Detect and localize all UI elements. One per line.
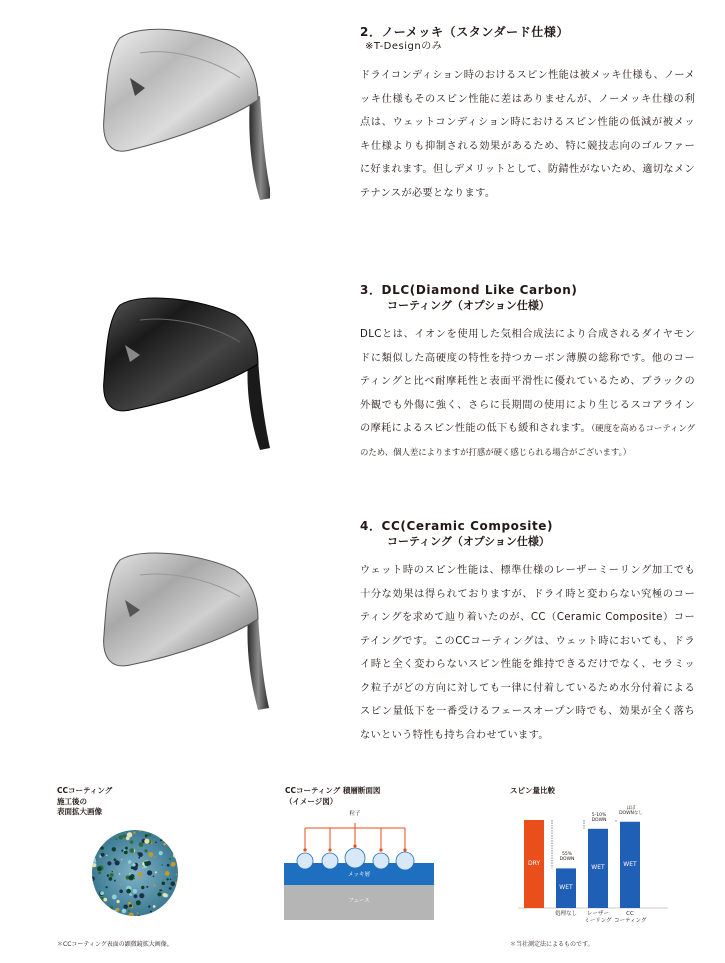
microscope-particle xyxy=(148,906,150,908)
microscope-particle xyxy=(129,873,131,875)
microscope-particle xyxy=(110,873,114,877)
spin-x-label: 処理なし xyxy=(554,911,577,917)
microscope-particle xyxy=(163,893,167,897)
microscope-particle xyxy=(146,886,148,888)
microscope-particle xyxy=(139,829,142,832)
section-body xyxy=(360,323,695,464)
microscope-particle xyxy=(148,852,153,857)
club-image-no-plating xyxy=(100,18,270,208)
microscope-particle xyxy=(116,917,117,918)
panel1-caption: CCコーティング 施工後の 表面拡大画像 xyxy=(57,786,113,816)
microscope-particle xyxy=(112,847,116,851)
microscope-particle xyxy=(145,861,150,866)
spin-chart xyxy=(518,805,668,928)
microscope-particle xyxy=(114,880,116,882)
microscope-particle xyxy=(133,889,138,894)
microscope-particle xyxy=(132,863,135,866)
microscope-particle xyxy=(129,904,132,907)
microscope-particle xyxy=(177,843,179,845)
microscope-particle xyxy=(157,892,161,896)
microscope-particle xyxy=(90,877,94,881)
microscope-particle xyxy=(121,859,123,861)
microscope-particle xyxy=(129,893,132,896)
section-body: ドライコンディション時のおけるスピン性能は被メッキ仕様も、ノーメッキ仕様もそのスピン性能に差はありませんが、ノーメッキ仕様の利点は、ウェットコンディション時におけるスピン性能の低減が被メッキ仕様よりも抑制される効果があるため、特に競技志向のゴルファーに好まれます。但しデメリットとして、防錆性がないため、適切なメンテナンスが必要となります。 xyxy=(360,70,695,199)
club-image-dlc xyxy=(100,290,275,455)
microscope-particle xyxy=(91,896,97,902)
microscope-particle xyxy=(167,864,170,867)
microscope-particle xyxy=(90,854,94,858)
microscope-particle xyxy=(119,890,123,894)
panel1-note: ＊CCコーティング表面の顕微鏡拡大画像。 xyxy=(57,941,173,948)
microscope-particle xyxy=(161,890,163,892)
microscope-particle xyxy=(137,912,139,914)
microscope-particle xyxy=(122,909,127,914)
microscope-particle xyxy=(138,857,140,859)
microscope-particle xyxy=(145,836,147,838)
microscope-particle xyxy=(98,871,101,874)
cross-section-diagram xyxy=(283,808,435,927)
microscope-particle xyxy=(170,878,172,880)
microscope-particle xyxy=(97,840,99,842)
microscope-particle xyxy=(155,871,157,873)
microscope-particle xyxy=(153,828,155,830)
microscope-particle xyxy=(104,831,106,833)
microscope-particle xyxy=(128,910,130,912)
section-body: ウェット時のスピン性能は、標準仕様のレーザーミーリング加工でも十分な効果は得られておりますが、ドライ時と変わらない究極のコーティングを求めて辿り着いたのが、CC（Ceramic Composite）コーテイングです。このCCコーティングは、ウェット時においても、ドライ時と全く変わらないスピン性能を維持できるだけでなく、セラミック粒子がどの方向に対しても一律に付着しているため水分付着によるスピン量低下を一番受けるフェースオープン時でも、効果が全く落ちないという特性も持ち合わせています。 xyxy=(360,565,695,741)
microscope-particle xyxy=(138,852,143,857)
microscope-particle xyxy=(93,858,96,861)
microscope-particle xyxy=(162,882,166,886)
microscope-particle xyxy=(124,905,128,909)
microscope-particle xyxy=(171,903,175,907)
microscope-particle xyxy=(121,850,123,852)
spin-bar-label: WET xyxy=(559,884,573,892)
microscope-particle xyxy=(106,855,107,856)
microscope-particle xyxy=(92,863,96,867)
spin-x-label: レーザー ミーリング xyxy=(584,911,612,924)
panel3-caption: スピン量比較 xyxy=(510,786,555,795)
microscope-particle xyxy=(148,833,151,836)
section-title: 2．ノーメッキ（スタンダード仕様） xyxy=(360,25,570,39)
microscope-particle xyxy=(149,828,151,829)
microscope-particle xyxy=(164,912,167,915)
microscope-particle xyxy=(159,851,163,855)
microscope-particle xyxy=(166,878,168,880)
microscope-particle xyxy=(169,858,171,860)
microscope-particle xyxy=(113,914,114,915)
microscope-particle xyxy=(111,912,113,914)
microscope-particle xyxy=(101,853,105,857)
microscope-particle xyxy=(160,829,163,832)
microscope-particle xyxy=(153,876,155,878)
microscope-particle xyxy=(131,866,134,869)
spin-bar-label: WET xyxy=(623,860,637,868)
microscope-particle xyxy=(100,891,104,895)
microscope-particle xyxy=(130,840,133,843)
microscope-particle xyxy=(175,833,180,838)
microscope-particle xyxy=(128,860,132,864)
microscope-particle xyxy=(106,886,108,888)
microscope-particle xyxy=(171,862,176,867)
microscope-particle xyxy=(130,848,135,853)
microscope-particle xyxy=(155,856,156,857)
section-body-text: DLCとは、イオンを使用した気相合成法により合成されるダイヤモンドに類似した高硬度の特性を持つカーボン薄膜の総称です。他のコーティングと比べ耐摩耗性と表面平滑性に優れているため、ブラックの外観でも外傷に強く、さらに長期間の使用により生じるスコアラインの摩耗によるスピン性能の低下も緩和されます。 xyxy=(360,329,695,434)
section-title: 3．DLC(Diamond Like Carbon) xyxy=(360,283,578,297)
microscope-particle xyxy=(90,857,94,861)
microscope-particle xyxy=(98,902,103,907)
microscope-particle xyxy=(109,877,113,881)
microscope-particle xyxy=(177,915,179,917)
microscope-particle xyxy=(136,900,141,905)
microscope-particle xyxy=(117,900,120,903)
microscope-particle xyxy=(97,867,102,872)
microscope-particle xyxy=(148,828,149,829)
face-label: フェース xyxy=(348,898,370,904)
microscope-particle xyxy=(129,877,130,878)
microscope-particle xyxy=(153,905,156,908)
club-image-cc xyxy=(100,545,275,715)
microscope-particle xyxy=(174,897,179,902)
microscope-particle xyxy=(115,860,120,865)
particle-label: 粒子 xyxy=(349,811,361,817)
microscope-particle xyxy=(175,895,177,897)
microscope-particle xyxy=(144,839,149,844)
microscope-image xyxy=(90,828,180,922)
microscope-particle xyxy=(155,911,156,912)
section-dlc xyxy=(360,282,695,464)
microscope-particle xyxy=(99,897,104,902)
panel2-caption: CCコーティング 積層断面図 （イメージ図） xyxy=(285,786,381,806)
microscope-particle xyxy=(139,893,144,898)
microscope-particle xyxy=(93,849,96,852)
bottom-figures xyxy=(0,778,725,963)
microscope-particle xyxy=(103,830,108,835)
section-no-plating xyxy=(360,24,695,205)
microscope-particle xyxy=(134,894,138,898)
microscope-particle xyxy=(161,864,163,866)
panel3-note: ＊当社測定法によるものです。 xyxy=(510,941,594,948)
microscope-particle xyxy=(119,830,120,831)
microscope-particle xyxy=(125,847,128,850)
microscope-particle xyxy=(96,907,98,909)
spin-callout: 5-10% DOWN xyxy=(591,812,607,823)
microscope-particle xyxy=(141,886,144,889)
microscope-particle xyxy=(109,912,112,915)
microscope-particle xyxy=(119,835,123,839)
section-subtitle: ※T-Designのみ xyxy=(365,41,443,52)
microscope-particle xyxy=(103,898,107,902)
microscope-particle xyxy=(147,870,152,875)
spin-callout: ほぼ DOWNなし xyxy=(619,805,643,816)
microscope-particle xyxy=(168,912,171,915)
microscope-particle xyxy=(176,907,178,909)
spin-bar-label: DRY xyxy=(527,860,541,867)
microscope-particle xyxy=(139,878,141,880)
section-title: 4．CC(Ceramic Composite) xyxy=(360,519,554,533)
microscope-particle xyxy=(176,874,177,875)
microscope-particle xyxy=(90,914,92,918)
microscope-particle xyxy=(110,906,113,909)
microscope-particle xyxy=(119,873,121,875)
microscope-particle xyxy=(139,842,144,847)
spin-callout: 55% DOWN xyxy=(559,852,575,863)
microscope-particle xyxy=(104,915,107,918)
microscope-particle xyxy=(144,849,147,852)
microscope-particle xyxy=(126,836,130,840)
microscope-particle xyxy=(162,914,167,918)
microscope-particle xyxy=(100,828,104,831)
microscope-particle xyxy=(163,843,166,846)
microscope-particle xyxy=(112,895,117,900)
microscope-particle xyxy=(171,881,176,886)
microscope-particle xyxy=(160,839,162,841)
section-title-2: コーティング（オプション仕様） xyxy=(387,299,550,312)
microscope-particle xyxy=(155,842,157,844)
microscope-particle xyxy=(130,874,134,878)
microscope-particle xyxy=(90,840,94,844)
microscope-particle xyxy=(177,828,179,829)
microscope-particle xyxy=(96,842,98,844)
microscope-particle xyxy=(103,828,108,831)
microscope-particle xyxy=(173,853,178,858)
spin-x-label: CC コーティング xyxy=(614,911,647,924)
microscope-particle xyxy=(153,884,155,886)
microscope-particle xyxy=(116,838,118,840)
microscope-particle xyxy=(126,889,131,894)
microscope-particle xyxy=(107,861,111,865)
plating-layer-label: メッキ層 xyxy=(347,872,370,878)
microscope-particle xyxy=(169,887,172,890)
microscope-particle xyxy=(129,913,134,918)
microscope-particle xyxy=(175,882,178,885)
section-title-2: コーティング（オプション仕様） xyxy=(387,535,550,548)
microscope-particle xyxy=(112,871,113,872)
microscope-particle xyxy=(142,867,144,869)
microscope-particle xyxy=(150,911,152,913)
section-cc xyxy=(360,518,695,747)
microscope-particle xyxy=(165,871,170,876)
microscope-particle xyxy=(90,849,92,851)
section-body-note: （硬度を高めるコーティングのため、個人差によりますが打感が硬く感じられる場合がございます。） xyxy=(360,423,695,457)
microscope-particle xyxy=(96,845,101,850)
microscope-particle xyxy=(138,872,143,877)
microscope-particle xyxy=(113,910,117,914)
microscope-particle xyxy=(107,874,110,877)
microscope-particle xyxy=(120,884,122,886)
microscope-particle xyxy=(123,834,126,837)
microscope-particle xyxy=(90,870,92,873)
microscope-particle xyxy=(174,828,177,830)
spin-bar-label: WET xyxy=(591,864,605,872)
microscope-particle xyxy=(133,832,135,834)
microscope-particle xyxy=(124,851,128,855)
microscope-particle xyxy=(102,842,104,844)
